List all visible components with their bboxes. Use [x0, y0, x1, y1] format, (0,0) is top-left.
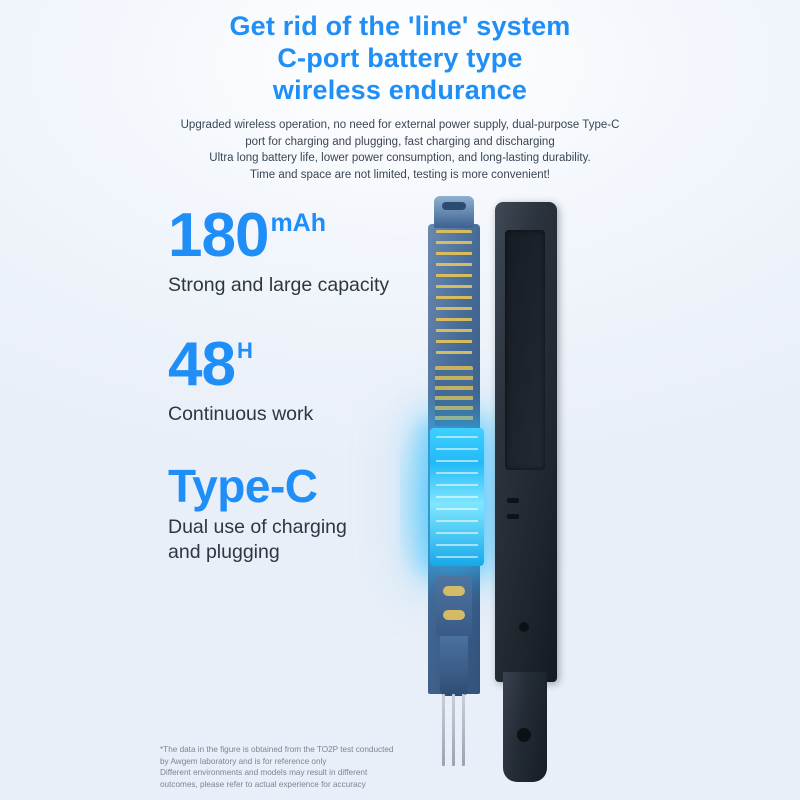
probe-stem: [440, 636, 468, 696]
pcb-lower-pads: [436, 576, 472, 636]
footnote-line-1: *The data in the figure is obtained from the TO2P test conducted: [160, 745, 394, 754]
feature-runtime-number: 48: [168, 330, 235, 399]
probe-pin-2: [452, 694, 455, 766]
shell-slot-upper: [507, 498, 519, 503]
page-subtitle: [0, 117, 800, 183]
feature-capacity-number: 180: [168, 201, 269, 270]
feature-capacity-caption: Strong and large capacity: [168, 274, 390, 296]
headline-line-2: C-port battery type: [277, 43, 523, 73]
feature-runtime-caption: Continuous work: [168, 403, 314, 425]
subtitle-line-4: Time and space are not limited, testing is more convenient!: [250, 168, 550, 181]
pcb-gold-traces: [436, 230, 472, 355]
shell-tail: [503, 672, 547, 782]
type-c-connector: [434, 196, 474, 228]
feature-port-caption-line-2: and plugging: [168, 541, 280, 563]
shell-groove: [505, 230, 545, 470]
footnote-line-4: outcomes, please refer to actual experience for accuracy: [160, 779, 366, 789]
headline-line-3: wireless endurance: [272, 75, 528, 105]
product-illustration: [410, 196, 610, 796]
pcb-gold-pads: [435, 366, 473, 426]
feature-runtime-unit: H: [236, 338, 253, 363]
feature-capacity-unit: mAh: [270, 209, 327, 237]
probe-pins: [441, 694, 467, 766]
subtitle-line-3: Ultra long battery life, lower power consumption, and long-lasting durability.: [209, 152, 591, 164]
shell-screw-hole: [519, 622, 529, 632]
shell-slot-lower: [507, 514, 519, 519]
housing-shell: [495, 202, 557, 682]
page-title: [0, 10, 800, 106]
feature-port-number: Type-C: [168, 460, 318, 512]
footnote-line-3: Different environments and models may result in different: [160, 768, 368, 777]
probe-pin-3: [462, 694, 465, 766]
headline-line-1: Get rid of the 'line' system: [229, 11, 571, 41]
probe-pin-1: [442, 694, 445, 766]
battery-cell: [430, 428, 484, 566]
subtitle-line-2: port for charging and plugging, fast charging and discharging: [245, 135, 555, 148]
subtitle-line-1: Upgraded wireless operation, no need for external power supply, dual-purpose Type-C: [180, 119, 620, 131]
footnote-line-2: by Awgem laboratory and is for reference only: [160, 756, 327, 766]
feature-port-caption-line-1: Dual use of charging: [168, 516, 347, 538]
